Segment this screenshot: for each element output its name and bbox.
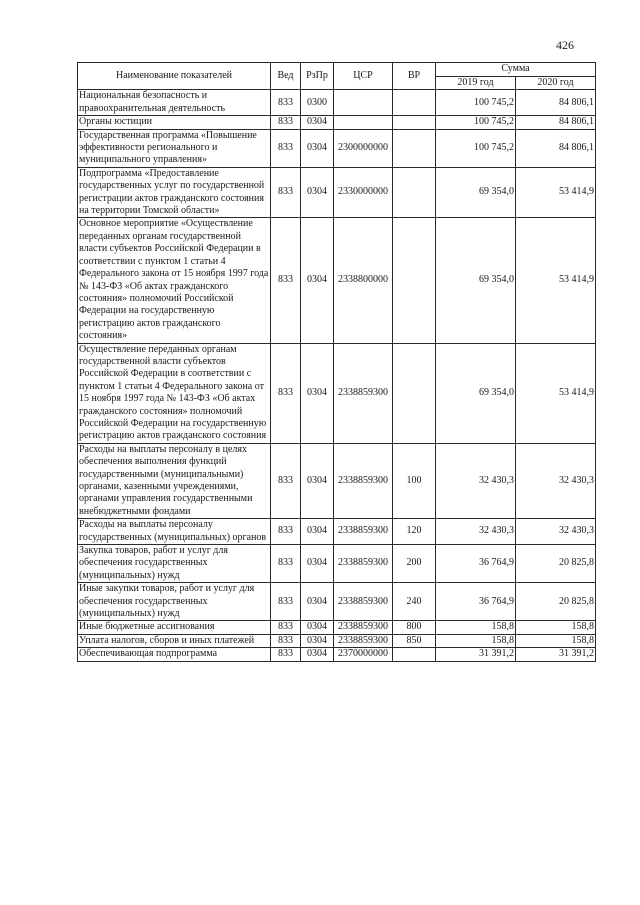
row-vr xyxy=(393,116,436,129)
row-sum-2020: 53 414,9 xyxy=(516,167,596,218)
row-name: Основное мероприятие «Осуществление переданных органам государственной власти субъектов Российской Федерации в соответствии с пунктом 1 статьи 4 Федерального закона от 15 ноября 1997 года № 143-ФЗ «Об актах гражданского состояния» полномочий Российской Федерации на государственную регистрацию актов гражданского состояния» xyxy=(78,218,271,343)
row-sum-2019: 158,8 xyxy=(436,634,516,647)
header-year-2019: 2019 год xyxy=(436,77,516,90)
row-ved: 833 xyxy=(271,634,301,647)
row-sum-2019: 32 430,3 xyxy=(436,443,516,518)
row-sum-2019: 158,8 xyxy=(436,621,516,634)
row-rzpr: 0304 xyxy=(301,443,334,518)
row-ved: 833 xyxy=(271,343,301,443)
row-csr xyxy=(334,116,393,129)
row-name: Закупка товаров, работ и услуг для обеспечения государственных (муниципальных) нужд xyxy=(78,545,271,583)
header-ved: Вед xyxy=(271,63,301,90)
row-ved: 833 xyxy=(271,90,301,116)
row-sum-2019: 31 391,2 xyxy=(436,648,516,661)
row-name: Уплата налогов, сборов и иных платежей xyxy=(78,634,271,647)
row-vr: 240 xyxy=(393,583,436,621)
row-vr: 120 xyxy=(393,519,436,545)
row-name: Подпрограмма «Предоставление государственных услуг по государственной регистрации актов гражданского состояния на территории Томской области» xyxy=(78,167,271,218)
row-sum-2019: 36 764,9 xyxy=(436,545,516,583)
row-name: Обеспечивающая подпрограмма xyxy=(78,648,271,661)
row-sum-2020: 31 391,2 xyxy=(516,648,596,661)
row-name: Иные закупки товаров, работ и услуг для обеспечения государственных (муниципальных) нужд xyxy=(78,583,271,621)
row-vr: 100 xyxy=(393,443,436,518)
row-sum-2019: 32 430,3 xyxy=(436,519,516,545)
row-csr: 2300000000 xyxy=(334,129,393,167)
row-sum-2020: 53 414,9 xyxy=(516,218,596,343)
row-sum-2020: 158,8 xyxy=(516,634,596,647)
row-ved: 833 xyxy=(271,648,301,661)
row-name: Расходы на выплаты персоналу в целях обеспечения выполнения функций государственными (муниципальными) органами, казенными учреждениями, органами управления государственными внебюджетными фондами xyxy=(78,443,271,518)
row-sum-2020: 84 806,1 xyxy=(516,129,596,167)
row-sum-2020: 84 806,1 xyxy=(516,90,596,116)
row-vr xyxy=(393,343,436,443)
row-vr: 850 xyxy=(393,634,436,647)
row-rzpr: 0304 xyxy=(301,648,334,661)
row-vr: 800 xyxy=(393,621,436,634)
header-csr: ЦСР xyxy=(334,63,393,90)
table-row xyxy=(78,129,596,167)
row-sum-2020: 32 430,3 xyxy=(516,443,596,518)
table-row xyxy=(78,443,596,518)
row-rzpr: 0304 xyxy=(301,218,334,343)
table-header xyxy=(78,63,596,90)
row-ved: 833 xyxy=(271,443,301,518)
table-row xyxy=(78,167,596,218)
row-rzpr: 0304 xyxy=(301,634,334,647)
row-csr: 2338859300 xyxy=(334,443,393,518)
page-number: 426 xyxy=(556,38,574,52)
row-name: Осуществление переданных органам государственной власти субъектов Российской Федерации в соответствии с пунктом 1 статьи 4 Федерального закона от 15 ноября 1997 года № 143-ФЗ «Об актах гражданского состояния» полномочий Российской Федерации на государственную регистрацию актов гражданского состояния xyxy=(78,343,271,443)
table-row xyxy=(78,583,596,621)
row-csr: 2338859300 xyxy=(334,621,393,634)
row-sum-2020: 20 825,8 xyxy=(516,545,596,583)
row-name: Расходы на выплаты персоналу государственных (муниципальных) органов xyxy=(78,519,271,545)
table-row xyxy=(78,648,596,661)
row-rzpr: 0300 xyxy=(301,90,334,116)
table-row xyxy=(78,519,596,545)
row-vr xyxy=(393,129,436,167)
table-row xyxy=(78,116,596,129)
row-rzpr: 0304 xyxy=(301,621,334,634)
row-rzpr: 0304 xyxy=(301,167,334,218)
row-csr xyxy=(334,90,393,116)
row-csr: 2330000000 xyxy=(334,167,393,218)
row-csr: 2338800000 xyxy=(334,218,393,343)
table-row xyxy=(78,90,596,116)
row-csr: 2338859300 xyxy=(334,343,393,443)
table-row xyxy=(78,634,596,647)
row-sum-2020: 20 825,8 xyxy=(516,583,596,621)
row-sum-2019: 69 354,0 xyxy=(436,167,516,218)
row-ved: 833 xyxy=(271,519,301,545)
row-sum-2019: 100 745,2 xyxy=(436,129,516,167)
row-name: Государственная программа «Повышение эффективности регионального и муниципального управления» xyxy=(78,129,271,167)
row-vr xyxy=(393,648,436,661)
row-ved: 833 xyxy=(271,116,301,129)
budget-table xyxy=(77,62,596,662)
row-sum-2020: 84 806,1 xyxy=(516,116,596,129)
row-rzpr: 0304 xyxy=(301,343,334,443)
row-sum-2019: 36 764,9 xyxy=(436,583,516,621)
table-body xyxy=(78,90,596,661)
row-vr: 200 xyxy=(393,545,436,583)
row-csr: 2370000000 xyxy=(334,648,393,661)
row-vr xyxy=(393,218,436,343)
table-row xyxy=(78,621,596,634)
row-sum-2019: 69 354,0 xyxy=(436,343,516,443)
table-row xyxy=(78,343,596,443)
header-sum: Сумма xyxy=(436,63,596,77)
row-rzpr: 0304 xyxy=(301,129,334,167)
row-sum-2019: 100 745,2 xyxy=(436,116,516,129)
row-sum-2019: 69 354,0 xyxy=(436,218,516,343)
row-name: Органы юстиции xyxy=(78,116,271,129)
row-ved: 833 xyxy=(271,129,301,167)
row-rzpr: 0304 xyxy=(301,519,334,545)
row-sum-2020: 32 430,3 xyxy=(516,519,596,545)
row-name: Иные бюджетные ассигнования xyxy=(78,621,271,634)
row-vr xyxy=(393,167,436,218)
row-csr: 2338859300 xyxy=(334,545,393,583)
row-rzpr: 0304 xyxy=(301,545,334,583)
row-sum-2019: 100 745,2 xyxy=(436,90,516,116)
header-year-2020: 2020 год xyxy=(516,77,596,90)
row-vr xyxy=(393,90,436,116)
row-csr: 2338859300 xyxy=(334,634,393,647)
header-rzpr: РзПр xyxy=(301,63,334,90)
row-sum-2020: 53 414,9 xyxy=(516,343,596,443)
row-ved: 833 xyxy=(271,583,301,621)
row-ved: 833 xyxy=(271,545,301,583)
header-name: Наименование показателей xyxy=(78,63,271,90)
row-ved: 833 xyxy=(271,621,301,634)
row-rzpr: 0304 xyxy=(301,116,334,129)
row-rzpr: 0304 xyxy=(301,583,334,621)
row-sum-2020: 158,8 xyxy=(516,621,596,634)
row-ved: 833 xyxy=(271,218,301,343)
row-name: Национальная безопасность и правоохранительная деятельность xyxy=(78,90,271,116)
table-row xyxy=(78,218,596,343)
row-ved: 833 xyxy=(271,167,301,218)
table-row xyxy=(78,545,596,583)
row-csr: 2338859300 xyxy=(334,583,393,621)
header-vr: ВР xyxy=(393,63,436,90)
row-csr: 2338859300 xyxy=(334,519,393,545)
